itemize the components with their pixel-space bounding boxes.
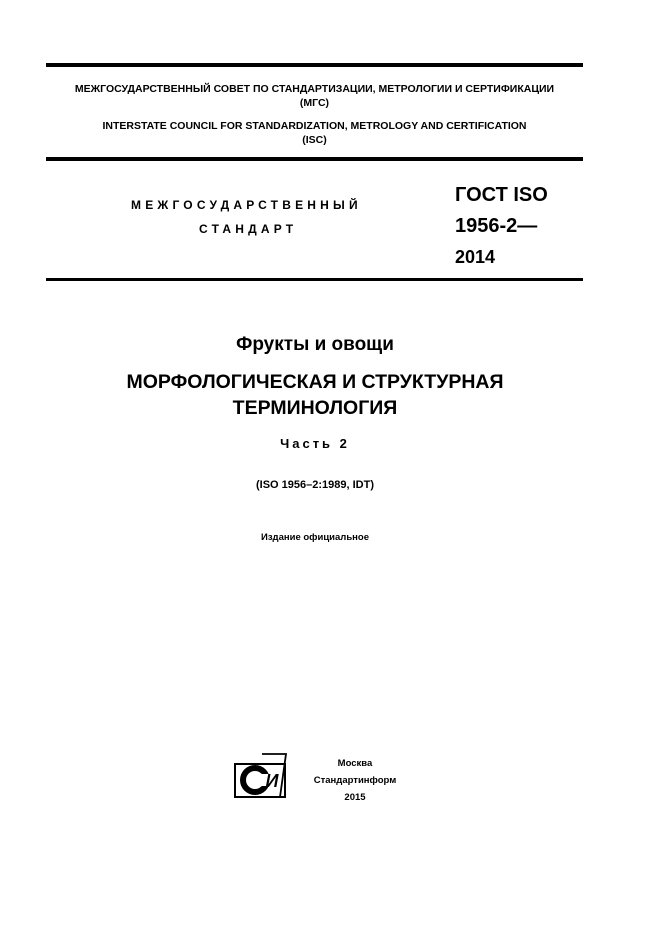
publisher-name: Стандартинформ [313,775,397,786]
publisher-city: Москва [337,758,373,769]
main-title-line2: ТЕРМИНОЛОГИЯ [232,397,398,419]
gost-designation-line1: ГОСТ ISO [455,184,548,206]
council-en-block [46,119,583,147]
subject-title: Фрукты и овощи [236,334,394,355]
edition-note: Издание официальное [261,532,369,543]
standard-label-line1: МЕЖГОСУДАРСТВЕННЫЙ [131,198,362,212]
standard-rule [46,278,583,281]
svg-text:И: И [265,771,279,791]
main-title-line1: МОРФОЛОГИЧЕСКАЯ И СТРУКТУРНАЯ [126,371,504,393]
standard-label-line2: СТАНДАРТ [199,222,298,236]
council-en-name: INTERSTATE COUNCIL FOR STANDARDIZATION, METROLOGY AND CERTIFICATION [102,120,527,132]
top-rule [46,63,583,67]
part-number: Часть 2 [280,436,350,451]
publisher-block [300,755,410,806]
council-en-abbr: (ISC) [302,134,327,146]
council-ru-abbr: (МГС) [299,97,330,109]
gost-designation-line2: 1956-2— [455,215,538,237]
council-ru-block [46,82,583,110]
standartinform-logo [234,753,289,799]
main-title [0,369,630,421]
gost-designation [455,180,548,273]
iso-reference: (ISO 1956–2:1989, IDT) [255,479,374,491]
council-ru-name: МЕЖГОСУДАРСТВЕННЫЙ СОВЕТ ПО СТАНДАРТИЗАЦИИ, МЕТРОЛОГИИ И СЕРТИФИКАЦИИ [74,83,555,95]
header-rule [46,157,583,161]
gost-designation-line3: 2014 [455,247,496,267]
publication-year: 2015 [344,792,366,803]
